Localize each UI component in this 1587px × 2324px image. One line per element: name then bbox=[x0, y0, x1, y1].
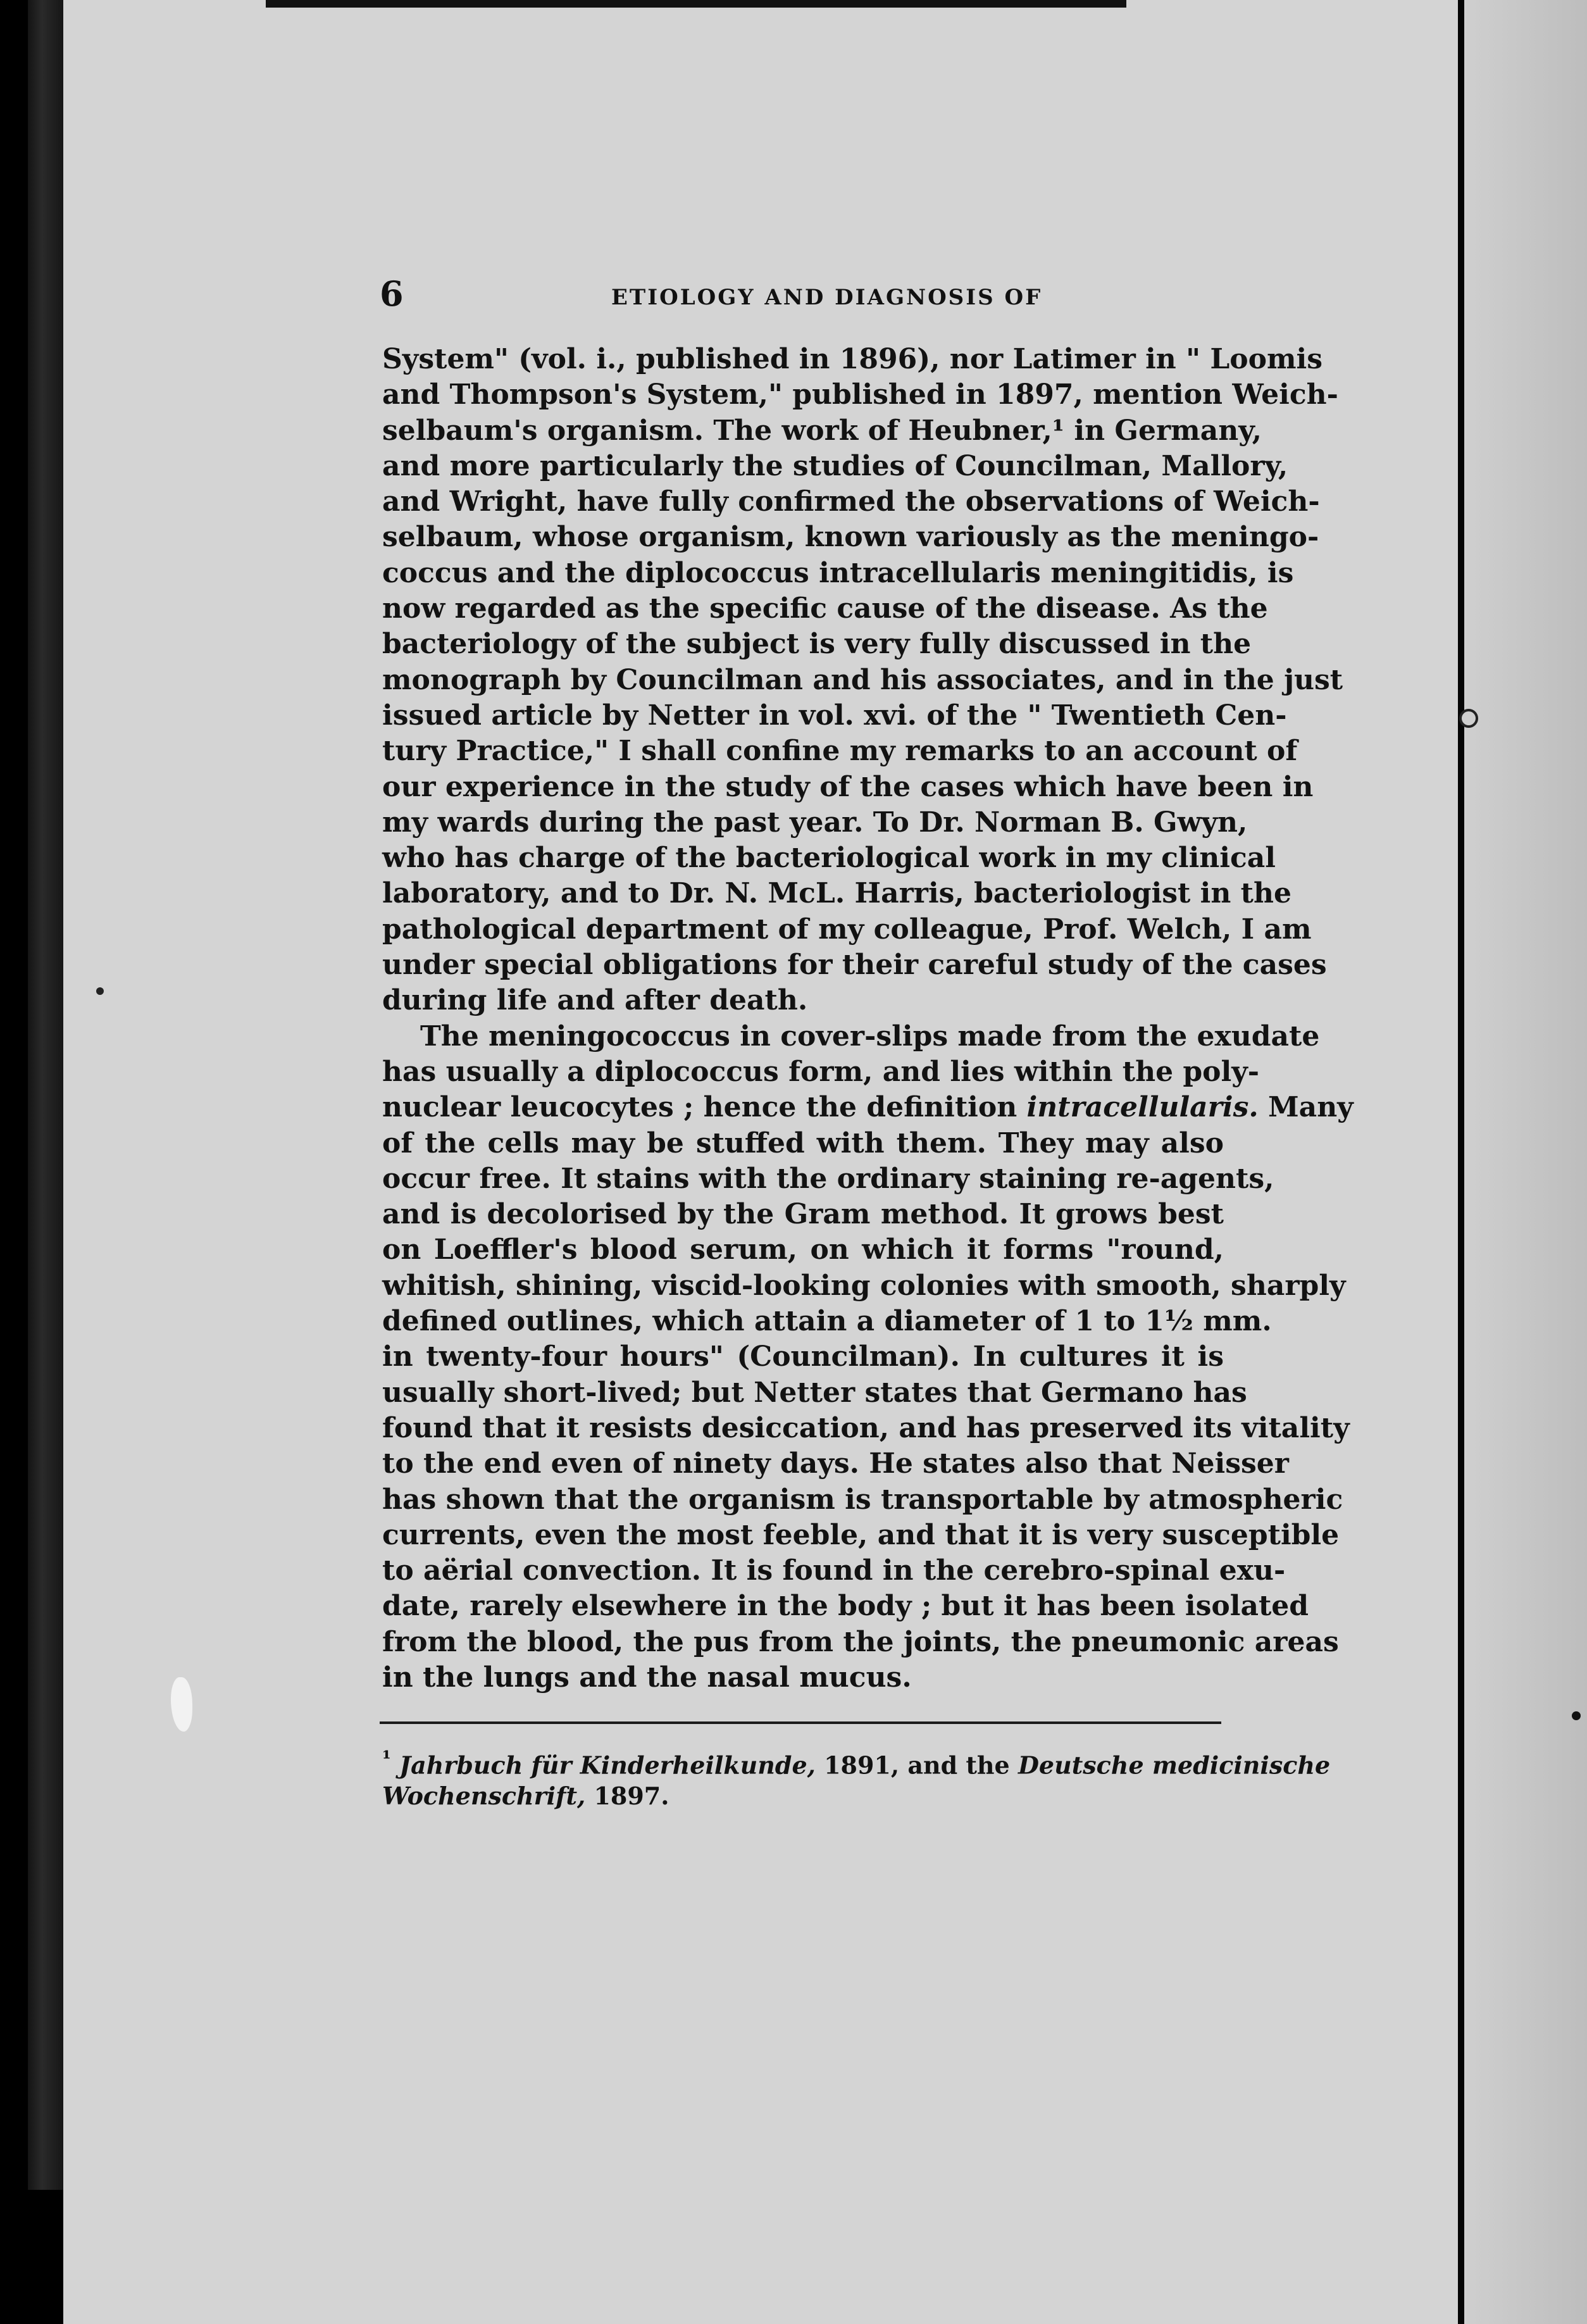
footnote-marker: ¹ bbox=[382, 1747, 391, 1770]
text-line: from the blood, the pus from the joints, the pneumonic areas bbox=[382, 1625, 1339, 1658]
text-line: in twenty-four hours" (Councilman). In cultures it is bbox=[382, 1340, 1224, 1373]
footnote-text: 1891, and the bbox=[815, 1751, 1018, 1780]
footnote-text: 1897. bbox=[585, 1781, 669, 1810]
text-line: whitish, shining, viscid-looking colonies with smooth, sharply bbox=[382, 1269, 1346, 1302]
text-line: found that it resists desiccation, and has preserved its vitality bbox=[382, 1411, 1350, 1444]
text-line: System" (vol. i., published in 1896), nor Latimer in " Loomis bbox=[382, 343, 1323, 375]
rule-ornament bbox=[1459, 709, 1478, 728]
text-line: and more particularly the studies of Councilman, Mallory, bbox=[382, 449, 1288, 482]
text-line: now regarded as the specific cause of the disease. As the bbox=[382, 592, 1268, 625]
text-line: on Loeffler's blood serum, on which it forms "round, bbox=[382, 1234, 1224, 1266]
text-line: to the end even of ninety days. He states also that Neisser bbox=[382, 1447, 1289, 1480]
ink-speck bbox=[96, 987, 104, 995]
text-line: to aërial convection. It is found in the cerebro-spinal exu- bbox=[382, 1554, 1286, 1587]
text-line: laboratory, and to Dr. N. McL. Harris, bacteriologist in the bbox=[382, 877, 1291, 910]
text-line: and is decolorised by the Gram method. It grows best bbox=[382, 1198, 1224, 1231]
footnote-citation: Jahrbuch für Kinderheilkunde, bbox=[399, 1751, 816, 1780]
text-line: has usually a diplococcus form, and lies within the poly- bbox=[382, 1055, 1260, 1088]
text-line: selbaum's organism. The work of Heubner,¹ in Germany, bbox=[382, 414, 1262, 447]
facing-page-edge bbox=[1464, 0, 1587, 2324]
text-line: The meningococcus in cover-slips made from the exudate bbox=[420, 1020, 1320, 1053]
ink-speck bbox=[1572, 1711, 1581, 1720]
footnote-line bbox=[382, 1744, 1331, 1781]
text-line: who has charge of the bacteriological work in my clinical bbox=[382, 842, 1276, 875]
text-line: selbaum, whose organism, known variously as the meningo- bbox=[382, 521, 1319, 554]
text-line: in the lungs and the nasal mucus. bbox=[382, 1661, 912, 1694]
text-line: under special obligations for their careful study of the cases bbox=[382, 949, 1327, 982]
text-line: pathological department of my colleague, Prof. Welch, I am bbox=[382, 913, 1312, 946]
page-number: 6 bbox=[380, 273, 404, 314]
paragraph bbox=[382, 342, 1343, 1019]
text-line: has shown that the organism is transportable by atmospheric bbox=[382, 1483, 1343, 1516]
running-title: ETIOLOGY AND DIAGNOSIS OF bbox=[611, 285, 1043, 310]
text-line: issued article by Netter in vol. xvi. of the " Twentieth Cen- bbox=[382, 699, 1287, 732]
text-line: coccus and the diplococcus intracellularis meningitidis, is bbox=[382, 556, 1294, 589]
paragraph bbox=[382, 1019, 1350, 1696]
text-line: usually short-lived; but Netter states that Germano has bbox=[382, 1376, 1247, 1409]
right-page-rule bbox=[1458, 0, 1464, 2324]
text-line: nuclear leucocytes ; hence the definition intracellularis. bbox=[382, 1091, 1259, 1124]
text-line: defined outlines, which attain a diameter of 1 to 1½ mm. bbox=[382, 1305, 1272, 1338]
footnote-rule bbox=[380, 1721, 1221, 1724]
text-line: my wards during the past year. To Dr. Norman B. Gwyn, bbox=[382, 806, 1248, 839]
body-text bbox=[382, 342, 1350, 1696]
text-line: bacteriology of the subject is very fully discussed in the bbox=[382, 628, 1252, 661]
italic-term: intracellularis. bbox=[1026, 1091, 1259, 1124]
text-line: of the cells may be stuffed with them. They may also bbox=[382, 1127, 1224, 1159]
text-line: our experience in the study of the cases which have been in bbox=[382, 770, 1314, 803]
footnote bbox=[382, 1744, 1331, 1811]
text-line: monograph by Councilman and his associates, and in the just bbox=[382, 663, 1343, 696]
text-line: occur free. It stains with the ordinary staining re-agents, bbox=[382, 1162, 1274, 1195]
footnote-citation: Deutsche medicinische bbox=[1018, 1751, 1331, 1780]
left-binding-edge bbox=[28, 0, 63, 2190]
top-shadow bbox=[266, 0, 1126, 8]
text-line: and Thompson's System," published in 1897, mention Weich- bbox=[382, 378, 1338, 411]
text-line: and Wright, have fully confirmed the observations of Weich- bbox=[382, 485, 1320, 518]
text-line: during life and after death. bbox=[382, 984, 808, 1017]
text-line: tury Practice," I shall confine my remarks to an account of bbox=[382, 735, 1298, 768]
text-line: date, rarely elsewhere in the body ; but it has been isolated bbox=[382, 1590, 1309, 1623]
text-line: currents, even the most feeble, and that it is very susceptible bbox=[382, 1518, 1340, 1551]
footnote-citation: Wochenschrift, bbox=[382, 1781, 586, 1810]
footnote-line bbox=[382, 1781, 1224, 1811]
